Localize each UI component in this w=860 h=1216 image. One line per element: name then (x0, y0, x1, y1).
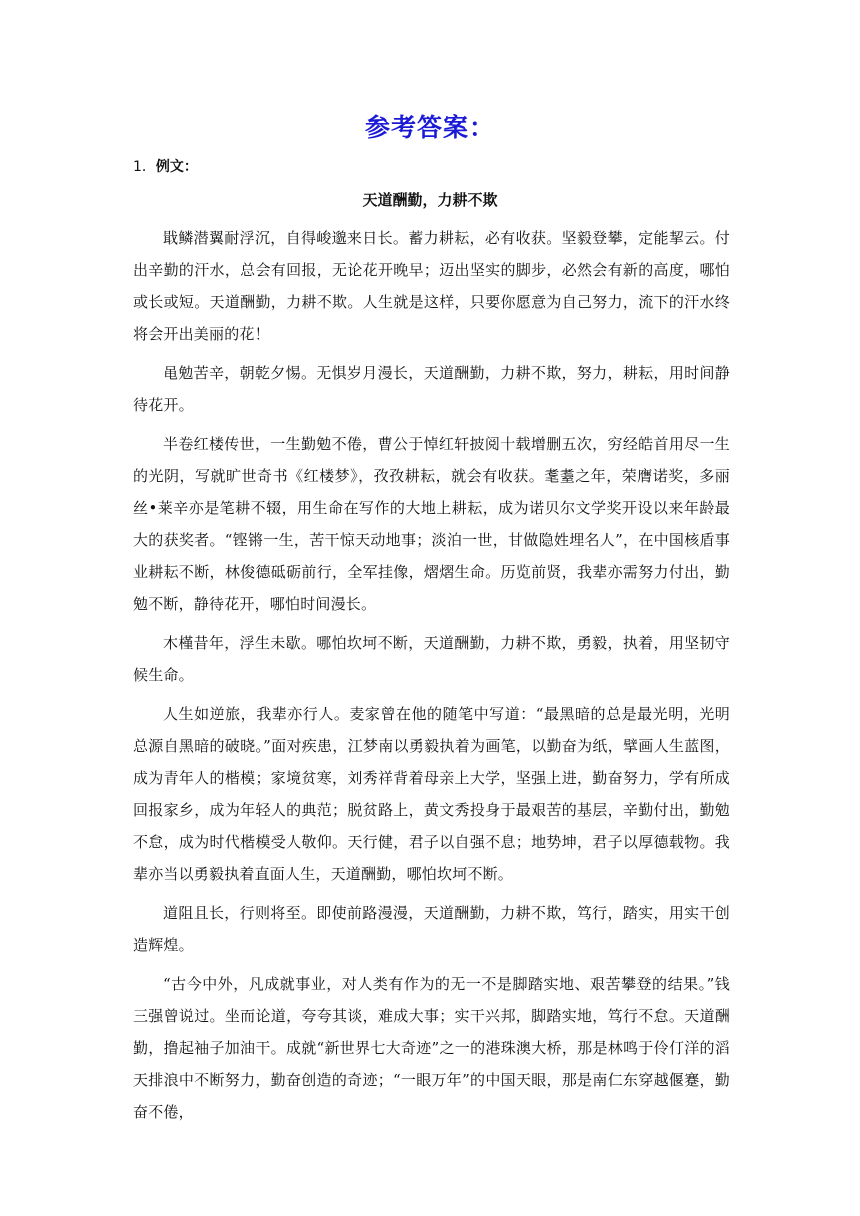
paragraph: 木槿昔年，浮生未歇。哪怕坎坷不断，天道酬勤，力耕不欺，勇毅，执着，用坚韧守候生命。 (133, 634, 730, 684)
paragraph: 戢鳞潜翼耐浮沉，自得峻邈来日长。蓄力耕耘，必有收获。坚毅登攀，定能挈云。付出辛勤的汗水，总会有回报，无论花开晚早；迈出坚实的脚步，必然会有新的高度，哪怕或长或短。天道酬勤，力耕不欺。人生就是这样，只要你愿意为自己努力，流下的汗水终将会开出美丽的花！ (133, 229, 730, 343)
paragraph: 黾勉苦辛，朝乾夕惕。无惧岁月漫长，天道酬勤，力耕不欺，努力，耕耘，用时间静待花开。 (133, 364, 730, 414)
essay-title: 天道酬勤，力耕不欺 (362, 191, 498, 209)
question-number: 1． (133, 159, 156, 175)
paragraph: 半卷红楼传世，一生勤勉不倦，曹公于悼红轩披阅十载增删五次，穷经皓首用尽一生的光阴，写就旷世奇书《红楼梦》，孜孜耕耘，就会有收获。耄耋之年，荣膺诺奖，多丽丝•莱辛亦是笔耕不辍，用生命在写作的大地上耕耘，成为诺贝尔文学奖开设以来年龄最大的获奖者。“铿锵一生，苦干惊天动地事；淡泊一世，甘做隐姓埋名人”，在中国核盾事业耕耘不断，林俊德砥砺前行，全军挂像，熠熠生命。历览前贤，我辈亦需努力付出，勤勉不断，静待花开，哪怕时间漫长。 (133, 435, 730, 613)
question-label (133, 155, 198, 179)
paragraph: “古今中外，凡成就事业，对人类有作为的无一不是脚踏实地、艰苦攀登的结果。”钱三强曾说过。坐而论道，夸夸其谈，难成大事；实干兴邦，脚踏实地，笃行不怠。天道酬勤，撸起袖子加油干。成就“新世界七大奇迹”之一的港珠澳大桥，那是林鸣于伶仃洋的滔天排浪中不断努力，勤奋创造的奇迹；“一眼万年”的中国天眼，那是南仁东穿越偃蹇，勤奋不倦， (133, 975, 730, 1121)
paragraph: 道阻且长，行则将至。即使前路漫漫，天道酬勤，力耕不欺，笃行，踏实，用实干创造辉煌。 (133, 904, 730, 954)
paragraph: 人生如逆旅，我辈亦行人。麦家曾在他的随笔中写道：“最黑暗的总是最光明，光明总源自黑暗的破晓。”面对疾患，江梦南以勇毅执着为画笔，以勤奋为纸，擘画人生蓝图，成为青年人的楷模；家境贫寒，刘秀祥背着母亲上大学，坚强上进，勤奋努力，学有所成回报家乡，成为年轻人的典范；脱贫路上，黄文秀投身于最艰苦的基层，辛勤付出，勤勉不怠，成为时代楷模受人敬仰。天行健，君子以自强不息；地势坤，君子以厚德载物。我辈亦当以勇毅执着直面人生，天道酬勤，哪怕坎坷不断。 (133, 705, 730, 883)
question-label-text: 例文： (155, 159, 198, 175)
page-title: 参考答案： (364, 113, 495, 142)
essay-body (133, 222, 730, 1135)
